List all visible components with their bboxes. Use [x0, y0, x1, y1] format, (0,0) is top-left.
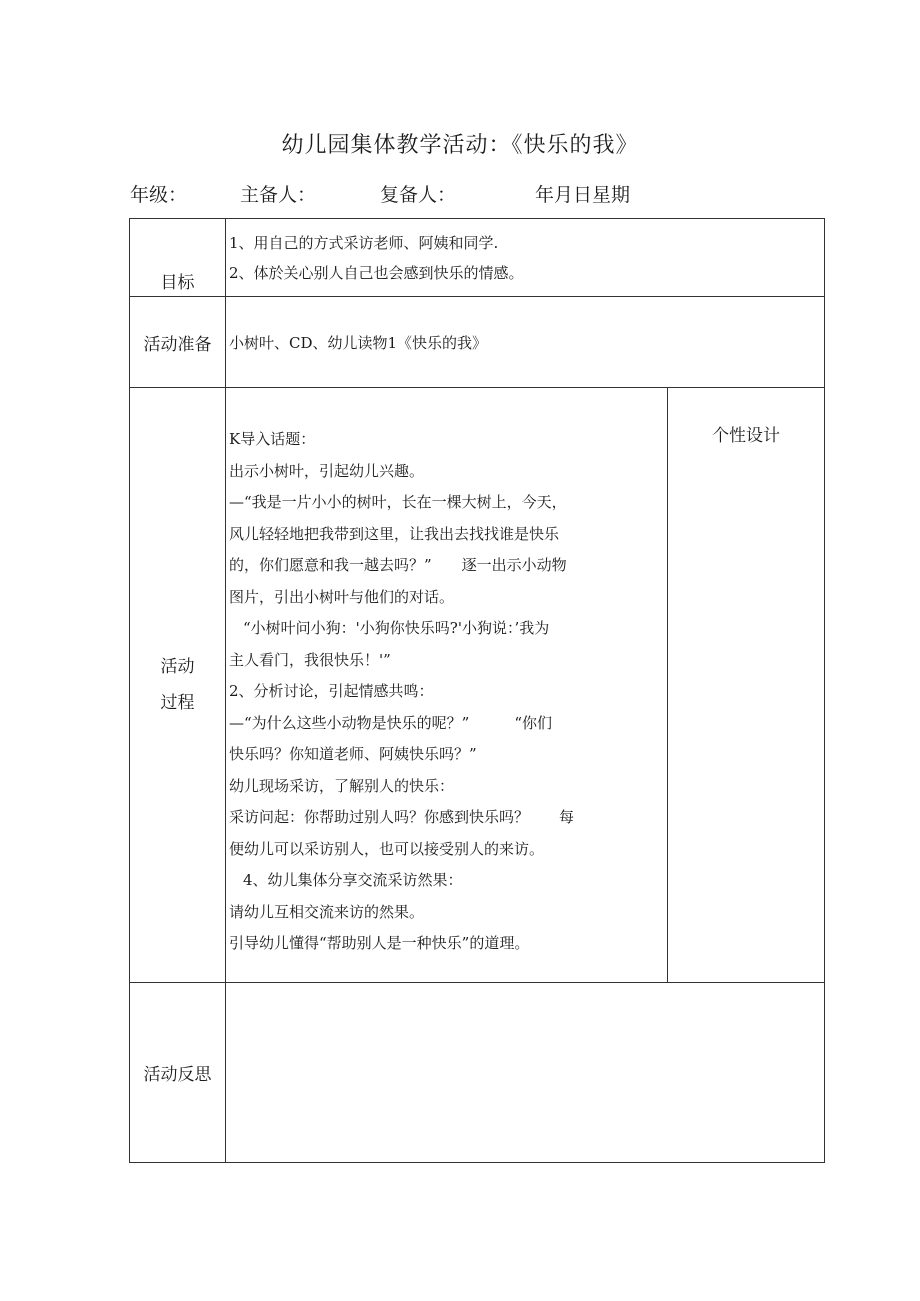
- process-line: 风儿轻轻地把我带到这里，让我出去找找谁是快乐: [229, 524, 560, 543]
- process-line: K导入话题：: [229, 430, 316, 448]
- lead-preparer-label: 主备人：: [240, 184, 317, 206]
- process-line: 便幼儿可以采访别人，也可以接受别人的来访。: [229, 839, 545, 858]
- process-line: 2、分析讨论，引起情感共鸣：: [229, 682, 434, 700]
- grade-label: 年级：: [130, 184, 188, 206]
- process-line: —“为什么这些小动物是快乐的呢？” “你们: [229, 713, 553, 732]
- process-label-line: 活动: [160, 657, 195, 677]
- prep-label: 活动准备: [130, 297, 226, 388]
- prep-row: [130, 297, 825, 388]
- process-line: 引导幼儿懂得“帮助别人是一种快乐”的道理。: [229, 934, 530, 952]
- process-line: 幼儿现场采访，了解别人的快乐：: [229, 776, 455, 795]
- goal-content: [226, 219, 825, 297]
- personal-design-label: 个性设计: [712, 426, 780, 446]
- page-title: 幼儿园集体教学活动：《快乐的我》: [281, 133, 639, 158]
- process-line: 出示小树叶，引起幼儿兴趣。: [229, 461, 425, 480]
- goal-label: 目标: [130, 219, 226, 297]
- process-line: 主人看门，我很快乐！'”: [229, 650, 391, 669]
- date-label: 年月日星期: [535, 184, 631, 206]
- process-line: 快乐吗？你知道老师、阿姨快乐吗？”: [229, 745, 477, 763]
- process-line: 4、幼儿集体分享交流采访然果：: [243, 871, 463, 889]
- co-preparer-label: 复备人：: [380, 184, 457, 206]
- prep-content: 小树叶、CD、幼儿读物1《快乐的我》: [226, 297, 825, 388]
- process-line: —“我是一片小小的树叶，长在一棵大树上，今天，: [229, 493, 567, 511]
- header-meta: [130, 180, 730, 208]
- process-row: [130, 388, 825, 983]
- personal-design-cell: [668, 388, 825, 983]
- reflection-row: [130, 983, 825, 1163]
- reflection-label: 活动反思: [130, 983, 226, 1163]
- lesson-plan-table: [129, 218, 825, 1163]
- goal-item: 1、用自己的方式采访老师、阿姨和同学.: [229, 234, 499, 252]
- process-content: [226, 388, 668, 983]
- goal-row: [130, 219, 825, 297]
- process-line: “小树叶问小狗：'小狗你快乐吗?'小狗说：’我为: [243, 619, 550, 637]
- process-label-line: 过程: [160, 693, 195, 713]
- process-line: 的，你们愿意和我一越去吗？” 逐一出示小动物: [229, 556, 567, 574]
- goal-item: 2、体於关心别人自己也会感到快乐的情感。: [229, 264, 524, 282]
- process-line: 采访问起：你帮助过别人吗？你感到快乐吗？ 每: [229, 808, 575, 826]
- process-line: 图片，引出小树叶与他们的对话。: [229, 587, 455, 606]
- reflection-content: [226, 983, 825, 1163]
- process-line: 请幼儿互相交流来访的然果。: [229, 902, 425, 921]
- process-label: [130, 388, 226, 983]
